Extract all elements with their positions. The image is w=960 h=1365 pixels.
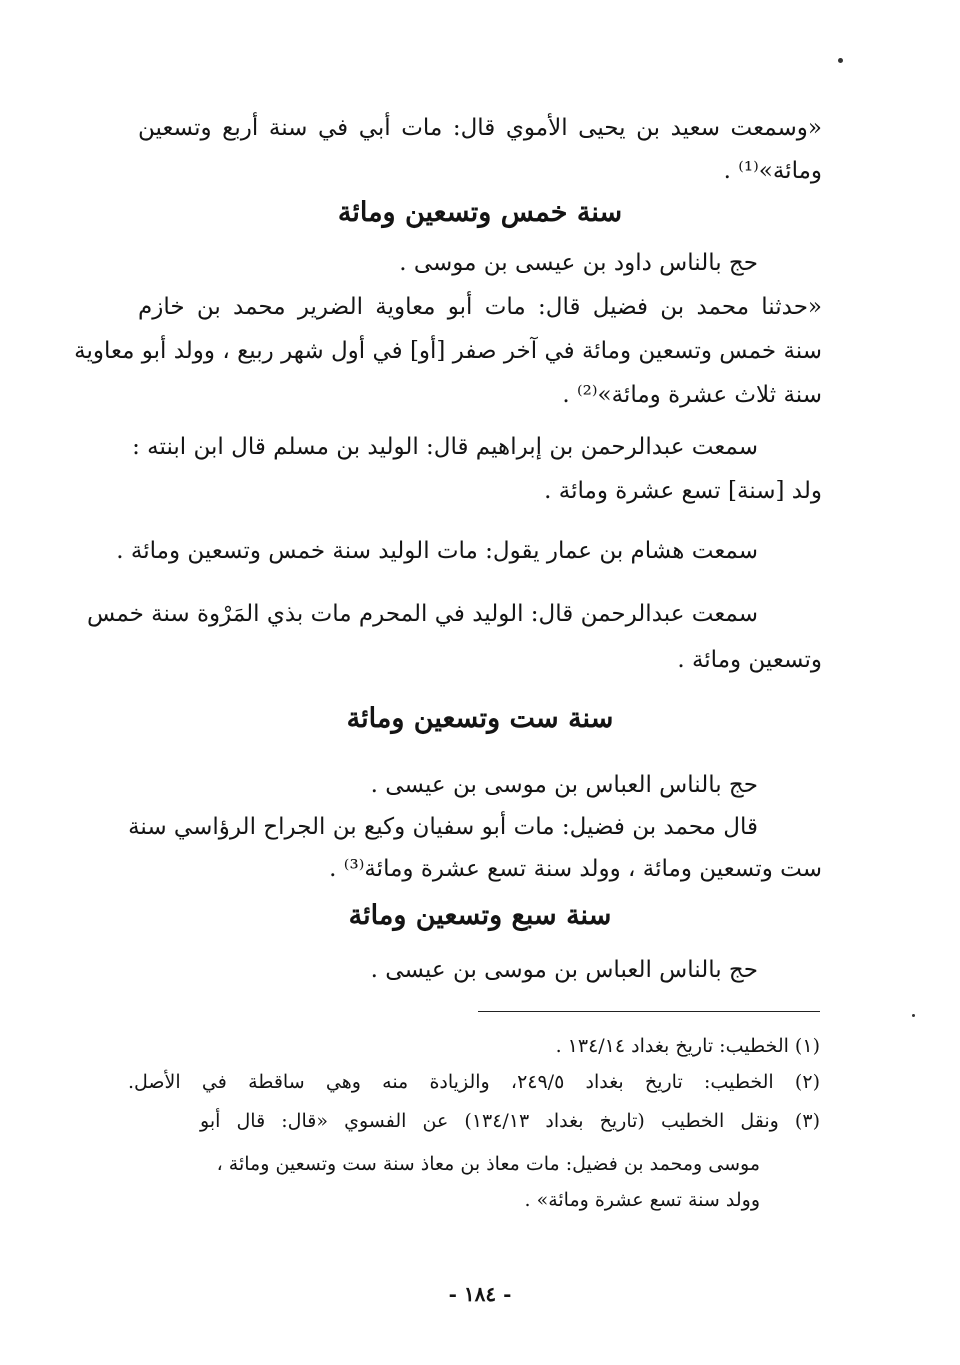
paragraph-line: سنة خمس وتسعين ومائة في آخر صفر [أو] في أول شهر ربيع ، وولد أبو معاوية (74, 338, 822, 364)
page-number: - ١٨٤ - (448, 1282, 512, 1306)
paragraph-line: ولد [سنة] تسع عشرة ومائة . (544, 478, 822, 504)
paragraph-line: سمعت عبدالرحمن قال: الوليد في المحرم مات بذي المَرْوة سنة خمس (87, 601, 758, 627)
section-heading: سنة خمس وتسعين ومائة (337, 197, 623, 228)
footnote-continuation: موسى ومحمد بن فضيل: مات معاذ بن معاذ سنة ست وتسعين ومائة ، (216, 1153, 760, 1175)
footnote: (٣) ونقل الخطيب (تاريخ بغداد ١٣٤/١٣) عن الفسوي «قال: قال أبو (200, 1110, 820, 1132)
paragraph-line: حج بالناس داود بن عيسى بن موسى . (399, 250, 758, 276)
paragraph-line: حج بالناس العباس بن موسى بن عيسى . (370, 957, 758, 983)
paragraph-line: حج بالناس العباس بن موسى بن عيسى . (370, 772, 758, 798)
footnote: (١) الخطيب: تاريخ بغداد ١٣٤/١٤ . (555, 1035, 820, 1057)
footnote-continuation: وولد سنة تسع عشرة ومائة» . (524, 1189, 760, 1211)
section-heading: سنة ست وتسعين ومائة (346, 703, 614, 734)
scan-speck (838, 58, 843, 63)
footnote-separator (478, 1011, 820, 1012)
footnote: (٢) الخطيب: تاريخ بغداد ٢٤٩/٥، والزيادة منه وهي ساقطة في الأصل. (128, 1071, 820, 1093)
paragraph-line: وتسعين ومائة . (677, 647, 822, 673)
paragraph-line: «وسمعت سعيد بن يحيى الأموي قال: مات أبي في سنة أربع وتسعين (138, 115, 822, 141)
paragraph-line: سمعت عبدالرحمن بن إبراهيم قال: الوليد بن مسلم قال ابن ابنته : (132, 434, 758, 460)
scan-speck (912, 1014, 915, 1017)
paragraph-line: ومائة»⁽¹⁾ . (723, 158, 822, 184)
paragraph-line: «حدثنا محمد بن فضيل قال: مات أبو معاوية الضرير محمد بن خازم (138, 294, 822, 320)
section-heading: سنة سبع وتسعين ومائة (348, 900, 612, 931)
paragraph-line: قال محمد بن فضيل: مات أبو سفيان وكيع بن الجراح الرؤاسي سنة (128, 814, 758, 840)
paragraph-line: سمعت هشام بن عمار يقول: مات الوليد سنة خمس وتسعين ومائة . (116, 538, 758, 564)
paragraph-line: ست وتسعين ومائة ، وولد سنة تسع عشرة ومائة⁽³⁾ . (329, 856, 822, 882)
paragraph-line: سنة ثلاث عشرة ومائة»⁽²⁾ . (562, 382, 822, 408)
